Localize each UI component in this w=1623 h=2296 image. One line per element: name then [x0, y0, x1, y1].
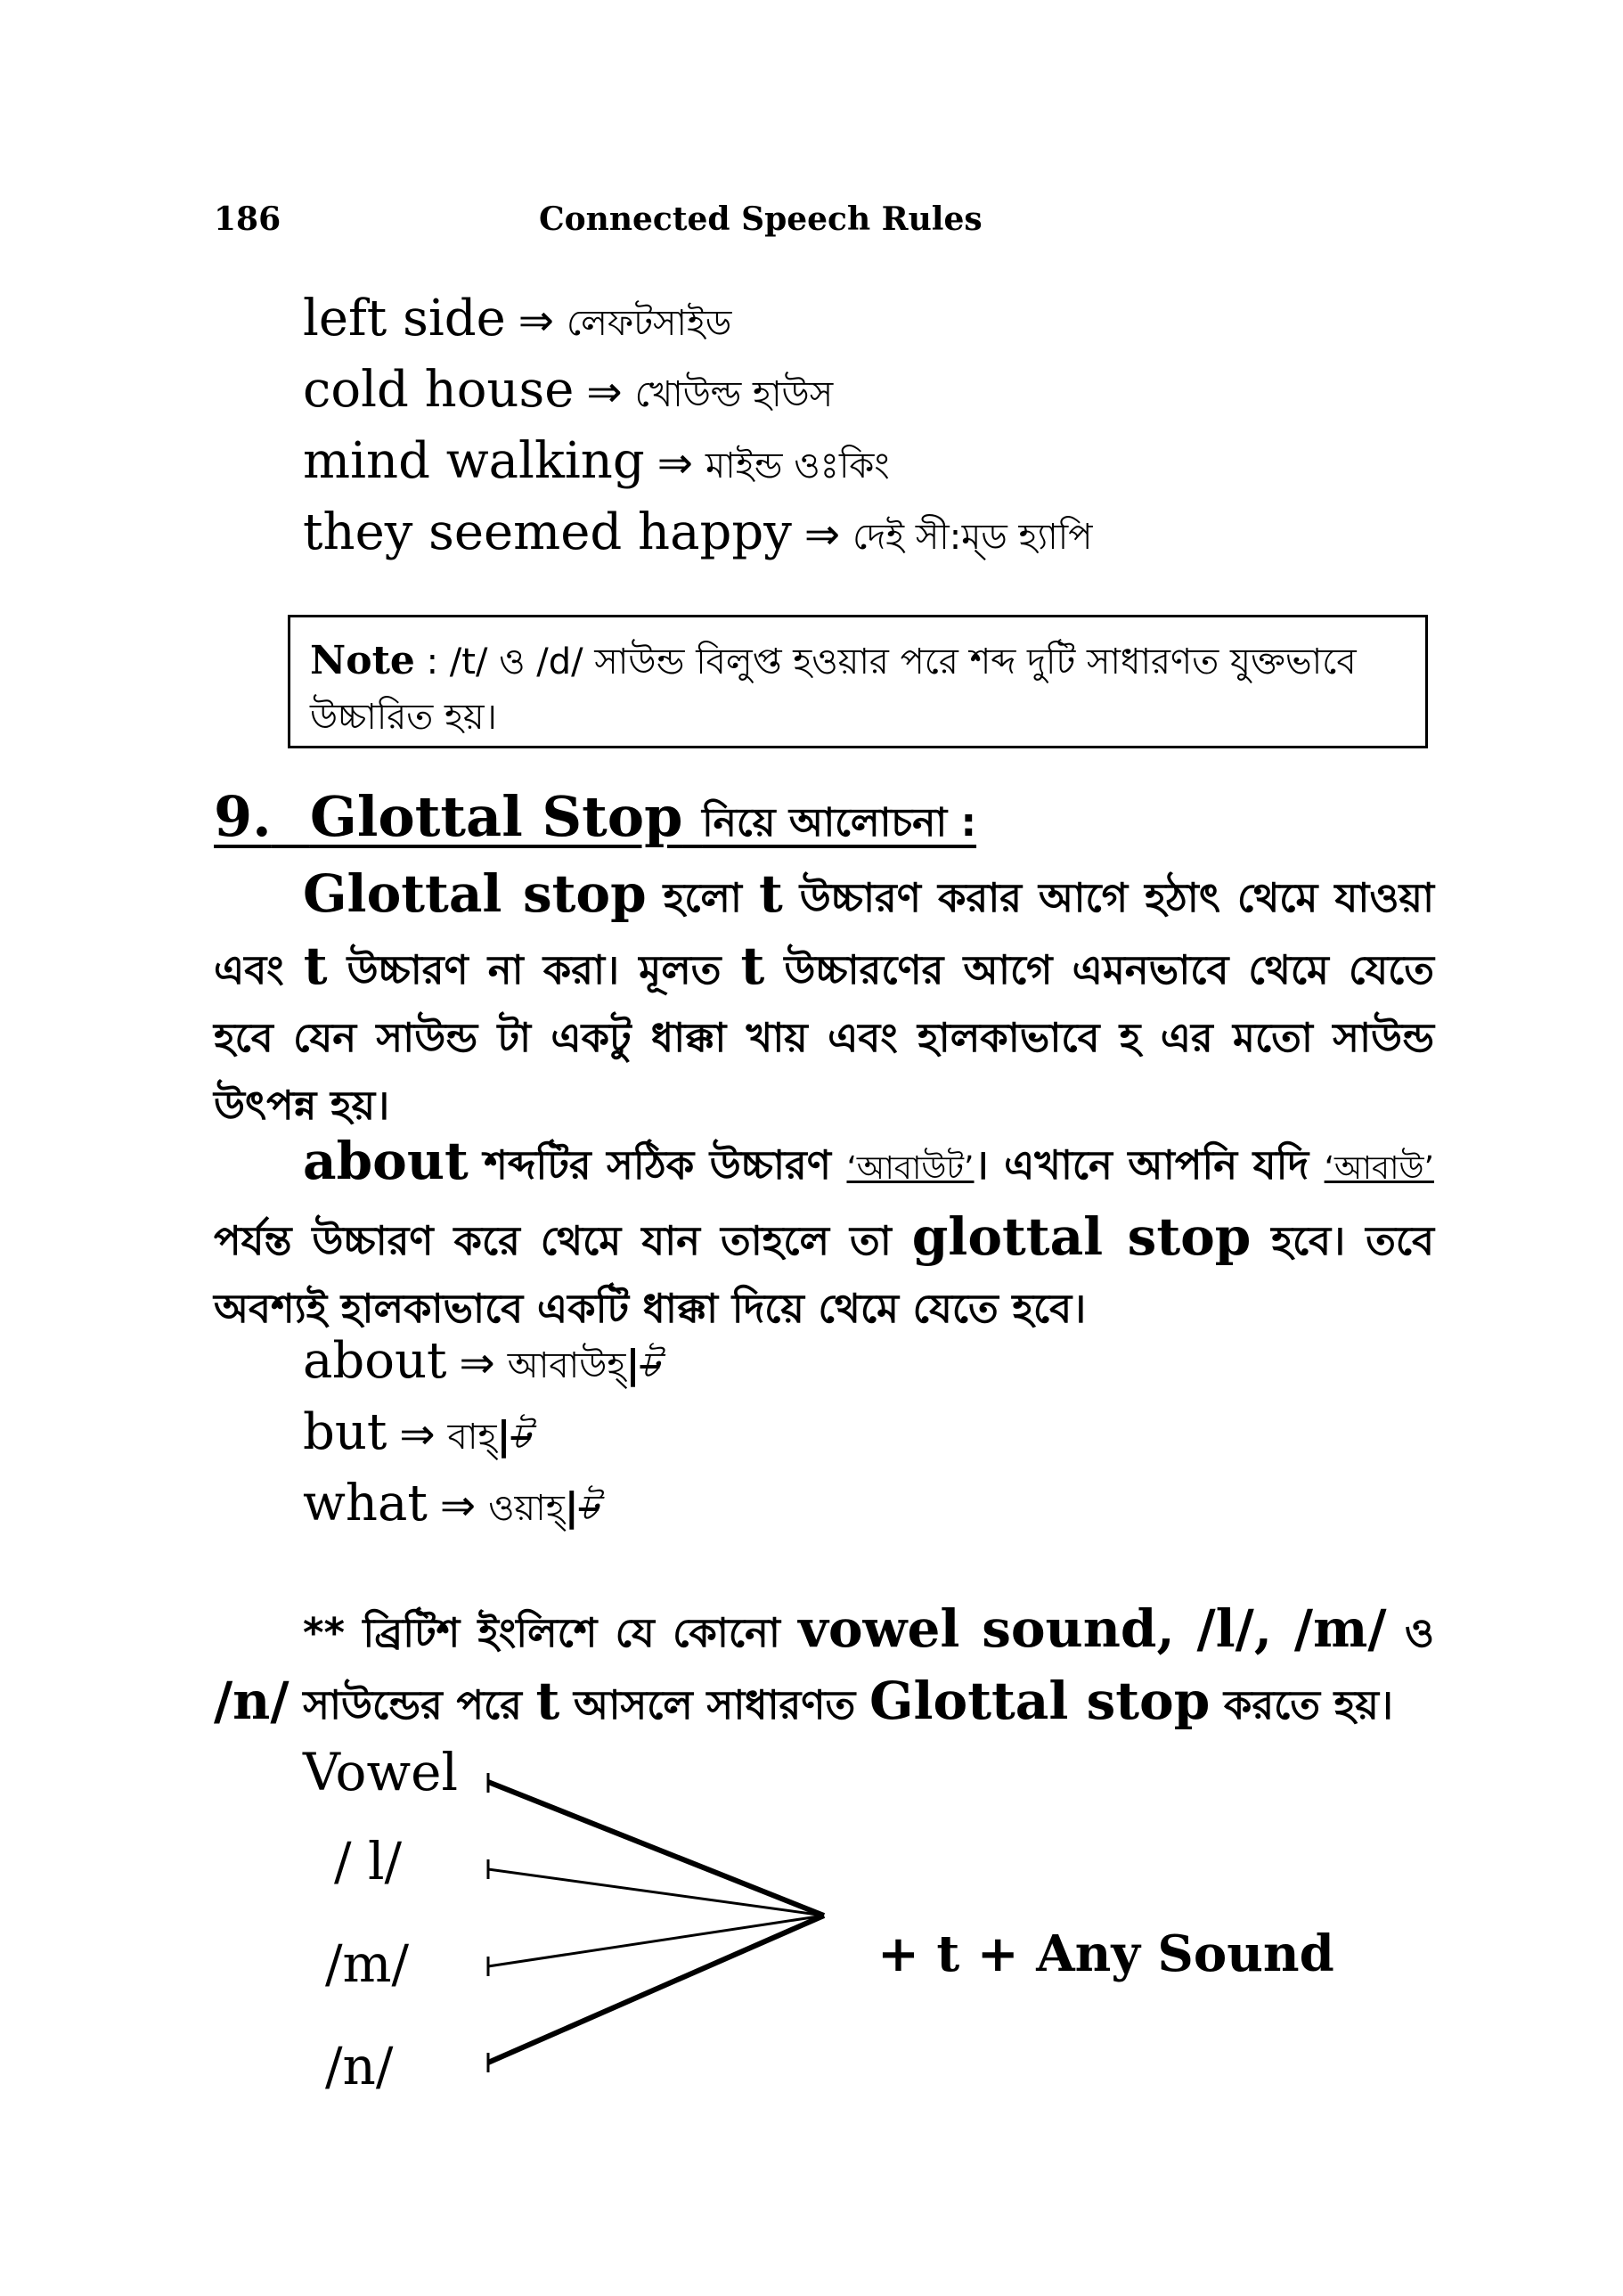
text-run: হলো	[646, 874, 759, 921]
example-english: they seemed happy	[303, 503, 792, 561]
arrow-icon: ⇒	[439, 1481, 477, 1531]
example-english: left side	[303, 290, 506, 347]
example-bangla: লেফটসাইড	[566, 303, 732, 344]
term-about: about	[303, 1131, 469, 1191]
text-run: উচ্চারণ করার আগে হঠাৎ থেমে যাওয়া এবং	[214, 874, 1435, 993]
diagram-label-n: /n/	[325, 2036, 394, 2096]
text-run: উচ্চারণ না করা। মূলত	[327, 946, 741, 993]
text-run: শব্দটির সঠিক উচ্চারণ	[468, 1141, 847, 1189]
text-run: উচ্চারণের আগে এমনভাবে থেমে যেতে হবে যেন সাউন্ড টা একটু ধাক্কা খায় এবং হালকাভাবে হ এর মতো সাউন্ড উৎপন্ন হয়।	[214, 946, 1434, 1129]
arrow-icon: ⇒	[459, 1338, 495, 1388]
struck-t: ট	[578, 1488, 599, 1529]
letter-t: t	[535, 1671, 560, 1731]
text-run: হবে। তবে অবশ্যই হালকাভাবে একটি ধাক্কা দিয়ে থেমে যেতে হবে।	[214, 1217, 1434, 1332]
text-run: ** ব্রিটিশ ইংলিশে যে কোনো	[303, 1609, 799, 1656]
example-bangla: মাইন্ড ওঃকিং	[705, 445, 890, 486]
text-run: সাউন্ডের পরে	[289, 1681, 536, 1728]
diagram-label-l: / l/	[334, 1831, 403, 1892]
letter-t: t	[303, 936, 328, 996]
example-english: what	[303, 1475, 428, 1532]
phoneme-n: /n/	[214, 1671, 290, 1731]
letter-t: t	[740, 936, 765, 996]
quoted-pronunciation: ‘আবাউট’	[846, 1150, 975, 1187]
section-title-en: Glottal Stop	[309, 784, 683, 849]
text-run: করতে হয়।	[1210, 1681, 1393, 1728]
text-run: । এখানে আপনি যদি	[974, 1141, 1325, 1189]
arrow-icon: ⇒	[586, 367, 623, 417]
diagram-line-m	[488, 1916, 824, 1966]
note-text: : /t/ ও /d/ সাউন্ড বিলুপ্ত হওয়ার পরে শব্দ দুটি সাধারণত যুক্তভাবে উচ্চারিত হয়।	[310, 641, 1357, 738]
struck-t: ট	[640, 1345, 660, 1386]
term-glottal-stop: Glottal stop	[303, 863, 647, 924]
arrow-icon: ⇒	[399, 1409, 436, 1459]
example-english: but	[303, 1403, 387, 1461]
example-bangla: দেই সী:ম্‌ড হ্যাপি	[852, 517, 1093, 558]
term-glottal-stop: Glottal stop	[869, 1671, 1211, 1731]
diagram-line-n	[488, 1916, 824, 2063]
struck-t: ট	[510, 1417, 531, 1458]
phoneme-l: /l/	[1196, 1598, 1254, 1659]
example-bangla: আবাউহ্	[507, 1345, 626, 1386]
section-title-bn: নিয়ে আলোচনা :	[702, 800, 977, 846]
section-number: 9.	[214, 784, 272, 849]
example-bangla: বাহ্	[447, 1417, 497, 1458]
diagram-result: + t + Any Sound	[877, 1924, 1334, 1983]
text-run: ,	[1253, 1598, 1294, 1659]
page-number: 186	[214, 200, 281, 238]
text-run: আসলে সাধারণত	[559, 1681, 869, 1728]
glottal-bar-icon: |	[496, 1413, 511, 1458]
arrow-icon: ⇒	[518, 296, 554, 346]
term-vowel-sound: vowel sound	[798, 1598, 1157, 1659]
example-bangla: খোউল্ড হাউস	[634, 374, 834, 415]
arrow-icon: ⇒	[657, 438, 693, 488]
diagram-line-l	[488, 1869, 824, 1916]
example-english: mind walking	[303, 432, 645, 490]
term-glottal-stop: glottal stop	[911, 1206, 1252, 1267]
diagram-line-vowel	[488, 1782, 824, 1916]
running-title: Connected Speech Rules	[539, 200, 983, 238]
diagram-label-m: /m/	[325, 1933, 410, 1994]
example-bangla: ওয়াহ্	[488, 1488, 565, 1529]
phoneme-m: /m/	[1293, 1598, 1387, 1659]
note-label: Note	[310, 638, 415, 683]
arrow-icon: ⇒	[803, 510, 841, 560]
quoted-pronunciation: ‘আবাউ’	[1324, 1150, 1434, 1187]
glottal-bar-icon: |	[564, 1484, 579, 1530]
text-run: ,	[1156, 1598, 1197, 1659]
text-run: ও	[1386, 1609, 1434, 1656]
example-english: about	[303, 1332, 447, 1390]
letter-t: t	[759, 863, 783, 924]
text-run: পর্যন্ত উচ্চারণ করে থেমে যান তাহলে তা	[214, 1217, 912, 1264]
diagram-label-vowel: Vowel	[303, 1742, 458, 1802]
example-english: cold house	[303, 361, 575, 419]
glottal-bar-icon: |	[625, 1342, 640, 1387]
